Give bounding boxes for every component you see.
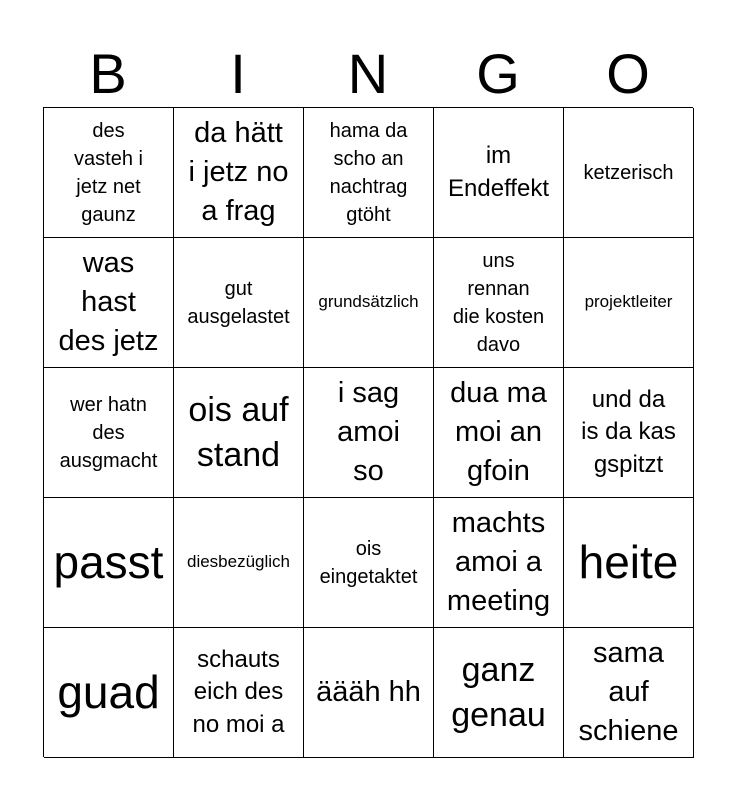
bingo-cell-1-1[interactable] — [44, 108, 174, 238]
bingo-cell-4-1[interactable] — [44, 498, 174, 628]
cell-text: schauts eich des no moi a — [192, 645, 285, 738]
bingo-cell-4-3[interactable] — [304, 498, 434, 628]
bingo-cell-3-5[interactable] — [564, 368, 694, 498]
cell-text: ois auf stand — [188, 391, 289, 474]
bingo-cell-2-1[interactable] — [44, 238, 174, 368]
bingo-cell-3-3[interactable] — [304, 368, 434, 498]
bingo-cell-2-4[interactable] — [434, 238, 564, 368]
header-letter-n: N — [347, 42, 389, 105]
bingo-cell-2-3[interactable] — [304, 238, 434, 368]
cell-text: uns rennan die kosten davo — [452, 249, 545, 356]
cell-text: im Endeffekt — [448, 142, 549, 202]
bingo-board — [43, 107, 693, 757]
header-letter-o: O — [606, 42, 650, 105]
cell-text: hama da scho an nachtrag gtöht — [329, 119, 408, 226]
header-letter-g: G — [476, 42, 520, 105]
cell-text: heite — [578, 536, 679, 589]
bingo-cell-3-2[interactable] — [174, 368, 304, 498]
bingo-cell-2-2[interactable] — [174, 238, 304, 368]
bingo-cell-1-5[interactable] — [564, 108, 694, 238]
bingo-cell-3-1[interactable] — [44, 368, 174, 498]
cell-text: sama auf schiene — [578, 636, 679, 748]
cell-text: grundsätzlich — [318, 292, 419, 312]
bingo-cell-4-5[interactable] — [564, 498, 694, 628]
cell-text: machts amoi a meeting — [446, 506, 551, 618]
bingo-cell-5-5[interactable] — [564, 628, 694, 758]
cell-text: diesbezüglich — [186, 552, 290, 572]
bingo-header — [43, 40, 693, 108]
cell-text: dua ma moi an gfoin — [450, 376, 547, 488]
bingo-cell-1-2[interactable] — [174, 108, 304, 238]
bingo-cell-1-3[interactable] — [304, 108, 434, 238]
cell-text: gut ausgelastet — [187, 277, 290, 328]
bingo-cell-3-4[interactable] — [434, 368, 564, 498]
bingo-cell-2-5[interactable] — [564, 238, 694, 368]
cell-text: ois eingetaktet — [319, 537, 418, 588]
bingo-cell-5-4[interactable] — [434, 628, 564, 758]
cell-text: und da is da kas gspitzt — [581, 385, 676, 478]
cell-text: wer hatn des ausgmacht — [59, 393, 158, 472]
cell-text: äääh hh — [316, 675, 421, 708]
bingo-cell-4-2[interactable] — [174, 498, 304, 628]
cell-text: passt — [53, 536, 164, 589]
cell-text: da hätt i jetz no a frag — [188, 116, 289, 228]
bingo-cell-5-1[interactable] — [44, 628, 174, 758]
cell-text: des vasteh i jetz net gaunz — [74, 119, 143, 226]
bingo-cell-1-4[interactable] — [434, 108, 564, 238]
cell-text: was hast des jetz — [58, 246, 159, 358]
bingo-cell-5-2[interactable] — [174, 628, 304, 758]
bingo-cell-4-4[interactable] — [434, 498, 564, 628]
cell-text: guad — [57, 666, 160, 719]
cell-text: i sag amoi so — [337, 376, 400, 488]
cell-text: ketzerisch — [583, 161, 674, 184]
bingo-cell-5-3[interactable] — [304, 628, 434, 758]
header-letter-i: I — [230, 42, 246, 105]
cell-text: projektleiter — [584, 292, 673, 312]
cell-text: ganz genau — [451, 651, 546, 734]
header-letter-b: B — [89, 42, 127, 105]
